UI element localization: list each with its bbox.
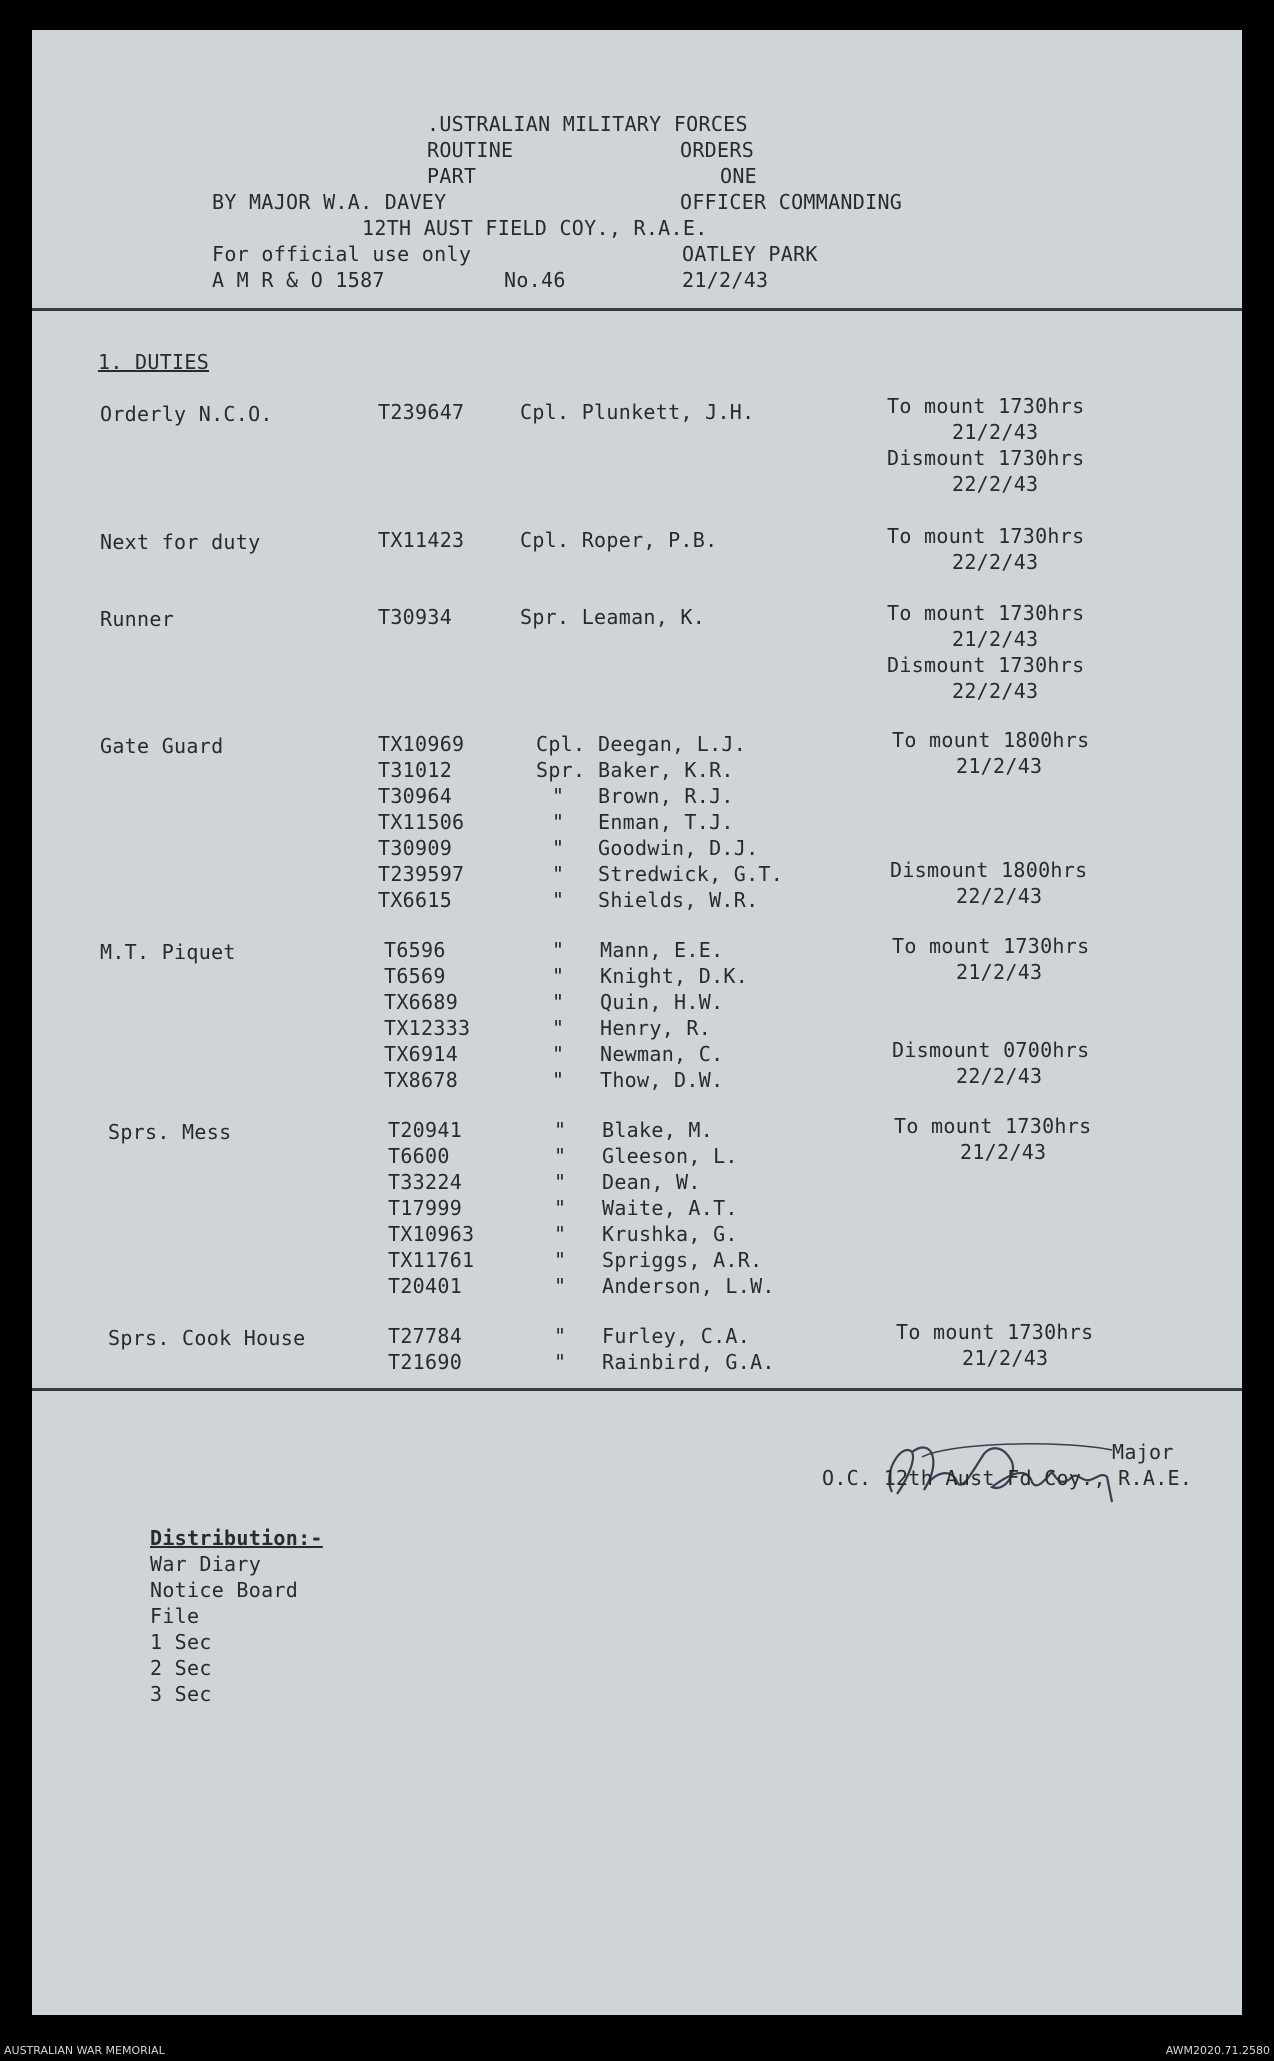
duty-date: 22/2/43	[952, 550, 1039, 574]
divider-top	[32, 308, 1242, 311]
soldier-name: Waite, A.T.	[602, 1196, 738, 1220]
distribution-item: War Diary	[150, 1552, 262, 1576]
header-part: PART	[427, 164, 477, 188]
section-title: 1. DUTIES	[98, 350, 210, 374]
duty-time: To mount 1730hrs	[892, 934, 1090, 958]
rank: "	[554, 1170, 567, 1194]
distribution-item: Notice Board	[150, 1578, 299, 1602]
header-unit: 12TH AUST FIELD COY., R.A.E.	[362, 216, 708, 240]
rank: "	[552, 784, 565, 808]
rank: "	[554, 1118, 567, 1142]
service-number: T239597	[378, 862, 465, 886]
header-title: .USTRALIAN MILITARY FORCES	[427, 112, 748, 136]
rank: "	[554, 1350, 567, 1374]
soldier-name: Stredwick, G.T.	[598, 862, 784, 886]
archive-footer	[0, 2022, 1274, 2061]
soldier-name: Henry, R.	[600, 1016, 712, 1040]
footer-institution: AUSTRALIAN WAR MEMORIAL	[4, 2044, 165, 2057]
service-number: TX8678	[384, 1068, 459, 1092]
distribution-item: 1 Sec	[150, 1630, 212, 1654]
duty-date: 21/2/43	[960, 1140, 1047, 1164]
duty-date: 22/2/43	[956, 1064, 1043, 1088]
rank: "	[552, 862, 565, 886]
duty-time: To mount 1800hrs	[892, 728, 1090, 752]
rank: "	[552, 1042, 565, 1066]
header-orders: ORDERS	[680, 138, 755, 162]
rank: Cpl.	[536, 732, 586, 756]
service-number: T239647	[378, 400, 465, 424]
soldier-name: Knight, D.K.	[600, 964, 749, 988]
duty-date: 22/2/43	[952, 679, 1039, 703]
service-number: TX10969	[378, 732, 465, 756]
soldier-name: Newman, C.	[600, 1042, 724, 1066]
rank: "	[554, 1196, 567, 1220]
soldier-name: Spriggs, A.R.	[602, 1248, 763, 1272]
duty-time: Dismount 1800hrs	[890, 858, 1088, 882]
signature-title: O.C. 12th Aust Fd Coy., R.A.E.	[822, 1466, 1193, 1490]
service-number: T6600	[388, 1144, 450, 1168]
soldier-name: Dean, W.	[602, 1170, 701, 1194]
soldier-name: Blake, M.	[602, 1118, 714, 1142]
soldier-name: Cpl. Plunkett, J.H.	[520, 400, 755, 424]
service-number: T30964	[378, 784, 453, 808]
soldier-name: Quin, H.W.	[600, 990, 724, 1014]
service-number: TX6914	[384, 1042, 459, 1066]
duty-date: 21/2/43	[956, 960, 1043, 984]
rank: "	[552, 1016, 565, 1040]
rank: "	[552, 836, 565, 860]
soldier-name: Cpl. Roper, P.B.	[520, 528, 718, 552]
duty-date: 21/2/43	[956, 754, 1043, 778]
service-number: T30909	[378, 836, 453, 860]
service-number: T21690	[388, 1350, 463, 1374]
service-number: T17999	[388, 1196, 463, 1220]
header-date: 21/2/43	[682, 268, 769, 292]
signature-rank: Major	[1112, 1440, 1174, 1464]
service-number: T6569	[384, 964, 446, 988]
rank: "	[554, 1324, 567, 1348]
soldier-name: Gleeson, L.	[602, 1144, 738, 1168]
duty-time: To mount 1730hrs	[887, 524, 1085, 548]
service-number: TX10963	[388, 1222, 475, 1246]
header-official-use: For official use only	[212, 242, 472, 266]
header-location: OATLEY PARK	[682, 242, 818, 266]
header-number: No.46	[504, 268, 566, 292]
soldier-name: Goodwin, D.J.	[598, 836, 759, 860]
soldier-name: Mann, E.E.	[600, 938, 724, 962]
soldier-name: Thow, D.W.	[600, 1068, 724, 1092]
service-number: T27784	[388, 1324, 463, 1348]
rank: "	[552, 938, 565, 962]
duty-date: 22/2/43	[956, 884, 1043, 908]
distribution-item: 3 Sec	[150, 1682, 212, 1706]
service-number: T20401	[388, 1274, 463, 1298]
service-number: TX11506	[378, 810, 465, 834]
duty-time: To mount 1730hrs	[894, 1114, 1092, 1138]
rank: "	[552, 1068, 565, 1092]
service-number: TX11423	[378, 528, 465, 552]
rank: "	[554, 1222, 567, 1246]
duty-label: M.T. Piquet	[100, 940, 236, 964]
header-by-major: BY MAJOR W.A. DAVEY	[212, 190, 447, 214]
distribution-title: Distribution:-	[150, 1526, 323, 1550]
duty-time: Dismount 1730hrs	[887, 653, 1085, 677]
soldier-name: Anderson, L.W.	[602, 1274, 775, 1298]
soldier-name: Spr. Leaman, K.	[520, 605, 706, 629]
soldier-name: Deegan, L.J.	[598, 732, 747, 756]
header-one: ONE	[720, 164, 758, 188]
footer-accession: AWM2020.71.2580	[1165, 2044, 1270, 2057]
distribution-item: File	[150, 1604, 200, 1628]
duty-label: Sprs. Cook House	[108, 1326, 306, 1350]
soldier-name: Krushka, G.	[602, 1222, 738, 1246]
service-number: TX12333	[384, 1016, 471, 1040]
soldier-name: Baker, K.R.	[598, 758, 734, 782]
duty-time: To mount 1730hrs	[896, 1320, 1094, 1344]
service-number: T6596	[384, 938, 446, 962]
duty-time: To mount 1730hrs	[887, 601, 1085, 625]
header-routine: ROUTINE	[427, 138, 514, 162]
duty-date: 22/2/43	[952, 472, 1039, 496]
divider-bottom	[32, 1388, 1242, 1391]
rank: "	[554, 1274, 567, 1298]
soldier-name: Furley, C.A.	[602, 1324, 751, 1348]
duty-time: To mount 1730hrs	[887, 394, 1085, 418]
header-amr: A M R & O 1587	[212, 268, 385, 292]
service-number: T31012	[378, 758, 453, 782]
duty-label: Gate Guard	[100, 734, 224, 758]
service-number: T30934	[378, 605, 453, 629]
service-number: TX6615	[378, 888, 453, 912]
service-number: TX6689	[384, 990, 459, 1014]
duty-label: Next for duty	[100, 530, 261, 554]
duty-date: 21/2/43	[962, 1346, 1049, 1370]
duty-date: 21/2/43	[952, 627, 1039, 651]
soldier-name: Brown, R.J.	[598, 784, 734, 808]
soldier-name: Shields, W.R.	[598, 888, 759, 912]
duty-label: Sprs. Mess	[108, 1120, 232, 1144]
duty-time: Dismount 0700hrs	[892, 1038, 1090, 1062]
soldier-name: Enman, T.J.	[598, 810, 734, 834]
distribution-item: 2 Sec	[150, 1656, 212, 1680]
rank: Spr.	[536, 758, 586, 782]
service-number: TX11761	[388, 1248, 475, 1272]
rank: "	[554, 1248, 567, 1272]
rank: "	[554, 1144, 567, 1168]
header-officer-commanding: OFFICER COMMANDING	[680, 190, 903, 214]
rank: "	[552, 888, 565, 912]
duty-time: Dismount 1730hrs	[887, 446, 1085, 470]
duty-label: Orderly N.C.O.	[100, 402, 273, 426]
rank: "	[552, 810, 565, 834]
document-page	[32, 30, 1242, 2015]
duty-date: 21/2/43	[952, 420, 1039, 444]
rank: "	[552, 964, 565, 988]
service-number: T33224	[388, 1170, 463, 1194]
soldier-name: Rainbird, G.A.	[602, 1350, 775, 1374]
service-number: T20941	[388, 1118, 463, 1142]
rank: "	[552, 990, 565, 1014]
duty-label: Runner	[100, 607, 175, 631]
